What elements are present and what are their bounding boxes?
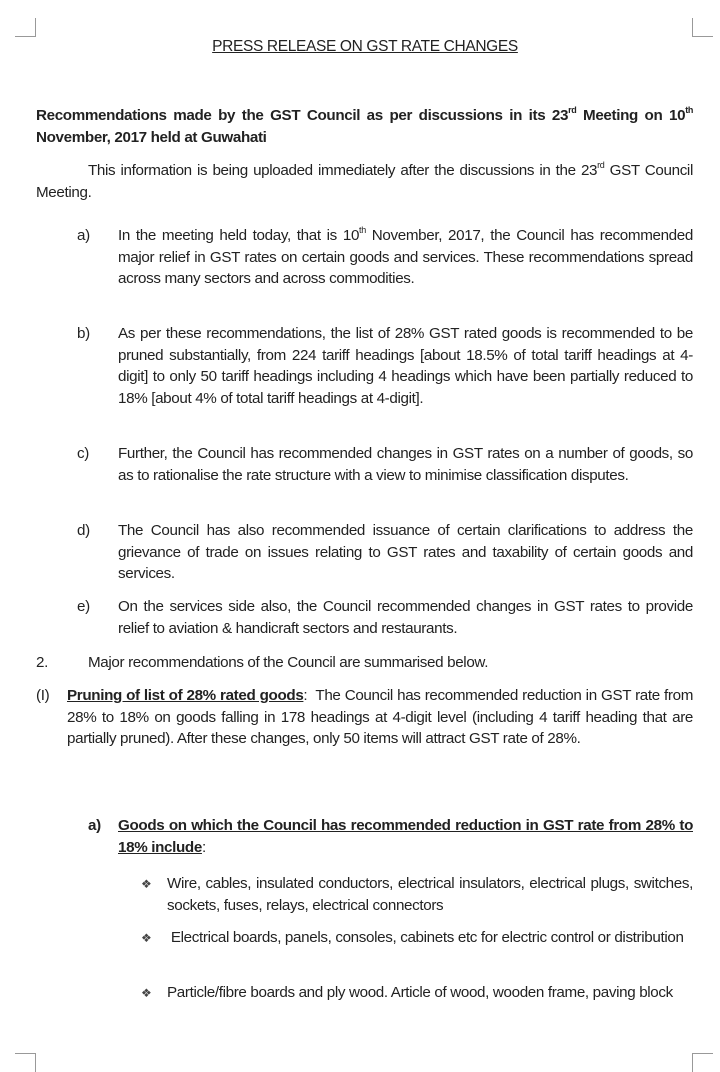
page-corner-mark xyxy=(692,18,713,37)
heading-text: Recommendations made by the GST Council as per discussions in its 23 xyxy=(36,107,569,124)
section-I-label: (I) xyxy=(36,687,50,704)
superscript: th xyxy=(359,225,366,235)
point-d-text: The Council has also recommended issuance of certain clarifications to address the grievance of trade on issues relating to GST rates and taxability of certain goods and services. xyxy=(118,522,693,582)
intro-text: This information is being uploaded immediately after the discussions in the 23 xyxy=(88,162,598,179)
sub-a-heading-block xyxy=(118,815,693,858)
heading-text: November, 2017 held at Guwahati xyxy=(36,128,267,146)
colon: : xyxy=(201,838,206,856)
bullet-diamond-icon: ❖ xyxy=(141,986,152,1000)
intro-paragraph xyxy=(36,160,693,203)
section-2-label: 2. xyxy=(36,654,48,671)
superscript: rd xyxy=(568,105,577,115)
sub-a-heading: Goods on which the Council has recommended reduction in GST rate from 28% to 18% include xyxy=(118,817,693,856)
point-text: November, 2017, the Council has recommended major relief in GST rates on certain goods and services. These recommendations spread across many sectors and across commodities. xyxy=(118,227,693,287)
point-label: e) xyxy=(77,598,90,615)
point-label: a) xyxy=(77,227,90,244)
point-label: b) xyxy=(77,325,90,342)
bullet-diamond-icon: ❖ xyxy=(141,877,152,891)
section-2-text: Major recommendations of the Council are summarised below. xyxy=(88,654,489,671)
point-b-text: As per these recommendations, the list of 28% GST rated goods is recommended to be pruned substantially, from 224 tariff headings [about 18.5% of total tariff headings at 4-digit] to only 50 tariff headings including 4 headings which have been partially reduced to 18% [about 4% of total tariff headings at 4-digit]. xyxy=(118,325,693,407)
section-I-paragraph xyxy=(67,685,697,750)
bullet-item: Particle/fibre boards and ply wood. Article of wood, wooden frame, paving block xyxy=(167,984,673,1001)
point-label: d) xyxy=(77,522,90,539)
point-c-text: Further, the Council has recommended changes in GST rates on a number of goods, so as to rationalise the rate structure with a view to minimise classification disputes. xyxy=(118,445,693,484)
point-e-text: On the services side also, the Council recommended changes in GST rates to provide relief to aviation & handicraft sectors and restaurants. xyxy=(118,598,693,637)
section-I-heading: Pruning of list of 28% rated goods xyxy=(67,687,304,704)
bullet-item: Wire, cables, insulated conductors, electrical insulators, electrical plugs, switches, sockets, fuses, relays, electrical connectors xyxy=(167,875,693,914)
section-I-text: The Council has recommended reduction in GST rate from 28% to 18% on goods falling in 178 headings at 4-digit level (including 4 tariff heading that are partially pruned). After these changes, only 50 items will attract GST rate of 28%. xyxy=(67,687,697,747)
superscript: rd xyxy=(597,160,605,170)
document-title: PRESS RELEASE ON GST RATE CHANGES xyxy=(212,38,518,55)
point-text: In the meeting held today, that is 10 xyxy=(118,227,360,244)
page-corner-mark xyxy=(692,1053,713,1072)
colon: : xyxy=(303,687,308,704)
heading-text: Meeting on 10 xyxy=(576,107,686,124)
intro-text: GST Council Meeting. xyxy=(36,162,693,201)
point-a-text xyxy=(118,225,693,290)
page-corner-mark xyxy=(15,18,36,37)
bullet-item: Electrical boards, panels, consoles, cabinets etc for electric control or distribution xyxy=(167,929,684,946)
meeting-heading xyxy=(36,105,693,148)
page-corner-mark xyxy=(15,1053,36,1072)
superscript: th xyxy=(685,105,693,115)
point-label: c) xyxy=(77,445,89,462)
bullet-diamond-icon: ❖ xyxy=(141,931,152,945)
sub-a-label: a) xyxy=(88,817,101,834)
